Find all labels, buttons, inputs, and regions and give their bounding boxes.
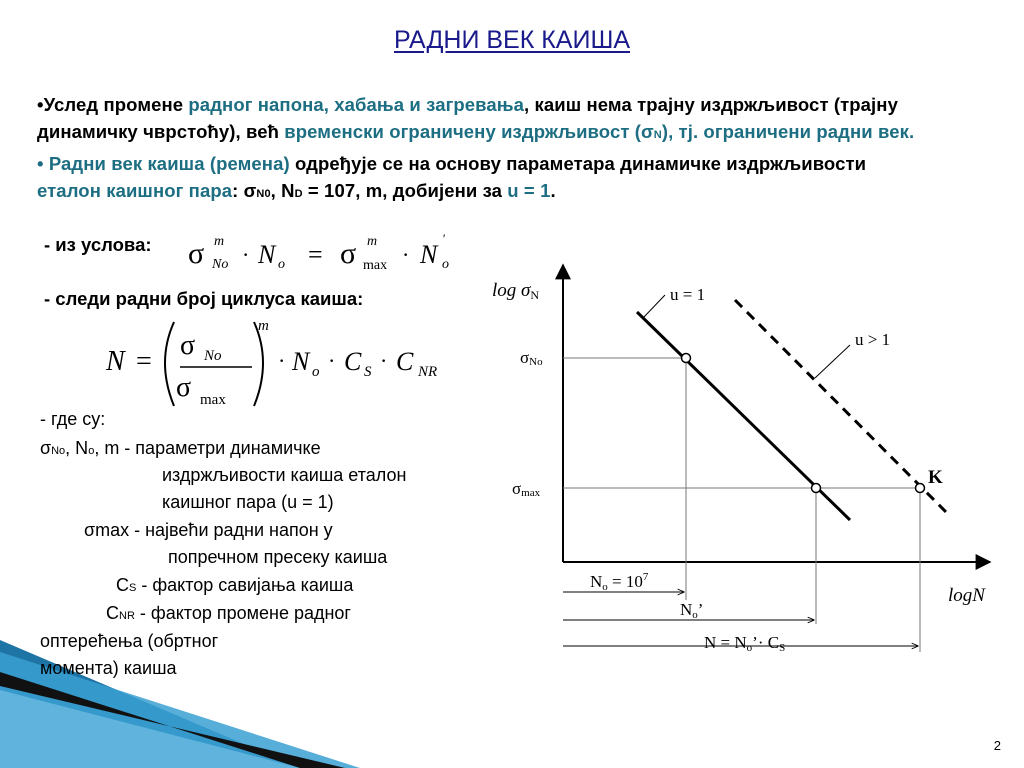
- eq1-N-2: N: [420, 240, 438, 269]
- def-parameters-line2: издржљивости каиша еталон: [162, 465, 407, 485]
- point-K: [916, 484, 925, 493]
- def-sigma-max: σmax - највећи радни напон у: [84, 520, 333, 540]
- eq2-sub-S: S: [364, 364, 372, 380]
- p1-highlight: радног напона, хабања и загревања: [188, 94, 525, 115]
- eq1-dot-1: ·: [242, 242, 250, 267]
- p1-text: •Услед промене: [37, 94, 189, 115]
- eq2-sub-o: o: [312, 364, 320, 380]
- eq1-N-1: N: [258, 240, 276, 269]
- point-N: [812, 484, 821, 493]
- x-axis-label: logN: [948, 585, 985, 606]
- eq2-dot-1: ·: [278, 348, 286, 373]
- label-K: K: [928, 467, 943, 488]
- eq2-C-NR: C: [396, 347, 414, 376]
- p2-text: одређује се на основу параметара динамичке издржљивости: [289, 152, 867, 174]
- eq1-dot-2: ·: [402, 242, 410, 267]
- eq2-sub-max: max: [200, 392, 226, 408]
- eq2-dot-3: ·: [380, 348, 388, 373]
- fatigue-diagram: [478, 255, 1018, 665]
- eq1-sigma-1: σ: [188, 237, 205, 270]
- page-number: 2: [993, 738, 1001, 753]
- def-cnr-line3: момента) каиша: [40, 658, 177, 678]
- def-parameters: σNo, No, m - параметри динамичке: [40, 438, 321, 458]
- eq1-sub-No: No: [212, 257, 229, 272]
- eq1-sub-o: o: [278, 257, 285, 272]
- label-u-gt-1: u > 1: [855, 330, 891, 349]
- eq2-sub-No: No: [204, 348, 222, 364]
- y-axis-label: log σN: [492, 280, 540, 302]
- label-No-prime: No’: [680, 600, 704, 621]
- eq2-sub-NR: NR: [418, 364, 438, 380]
- eq1-m-2: m: [367, 234, 378, 249]
- p2-highlight-3: u = 1: [507, 179, 551, 201]
- eq2-sigma-bottom: σ: [176, 372, 192, 403]
- label-sigma-max: σmax: [512, 479, 541, 499]
- eq2-C-S: C: [344, 347, 362, 376]
- condition-label: - из услова:: [44, 234, 152, 255]
- eq2-equals: =: [136, 346, 152, 377]
- eq2-sigma-top: σ: [180, 330, 196, 361]
- p2-text-2: : σN0, ND = 107, m, добијени за: [232, 179, 508, 201]
- p2-highlight-2: еталон каишног пара: [37, 179, 233, 201]
- p1-text-2: , каиш нема трајну издржљивост (трајну динамичку чврстоћу), већ: [37, 94, 898, 143]
- where-label: - где су:: [40, 409, 106, 429]
- eq1-m-1: m: [214, 234, 225, 249]
- label-No: $No = 10^7$: [590, 571, 649, 593]
- eq1-sub-max: max: [363, 258, 388, 273]
- def-cs: CS - фактор савијања каиша: [116, 575, 354, 595]
- point-sigma-No: [682, 354, 691, 363]
- eq1-prime: ': [442, 231, 445, 246]
- eq1-sub-o-2: o: [442, 257, 449, 272]
- p1-highlight-2: временски ограничену издржљивост (σN), тј. ограничени радни век.: [284, 121, 915, 143]
- label-u1: u = 1: [670, 285, 706, 304]
- def-sigma-max-line2: попречном пресеку каиша: [168, 547, 388, 567]
- equation-condition: [180, 228, 480, 276]
- label-sigma-No: σNo: [520, 348, 543, 368]
- eq2-N: N: [106, 346, 125, 377]
- eq2-dot-2: ·: [328, 348, 336, 373]
- eq1-sigma-2: σ: [340, 237, 357, 270]
- cycles-label: - следи радни број циклуса каиша:: [44, 288, 364, 309]
- def-cnr: CNR - фактор промене радног: [106, 603, 351, 623]
- label-N-equation: N = No’· CS: [704, 633, 786, 654]
- def-cnr-line2: оптерећења (обртног: [40, 631, 219, 651]
- body-text: •Услед промене радног напона, хабања и загревања, каиш нема трајну издржљивост (трајну динамичку чврстоћу), већ временски ограничену издржљивост (σN), тј. ограничени радни век. • Радни век каиша (ремена) одређује се на основу параметара динамичке издржљивости еталон каишног пара: σN0, ND = 107, m, добијени за u = 1.: [37, 94, 915, 201]
- eq2-N-o: N: [292, 347, 310, 376]
- eq1-equals: =: [308, 240, 323, 269]
- p2-highlight: • Радни век каиша (ремена): [37, 152, 290, 174]
- eq2-m: m: [258, 318, 269, 334]
- slide-title: РАДНИ ВЕК КАИША: [393, 26, 631, 54]
- def-parameters-line3: каишног пара (u = 1): [162, 492, 334, 512]
- equation-cycles: [96, 312, 476, 412]
